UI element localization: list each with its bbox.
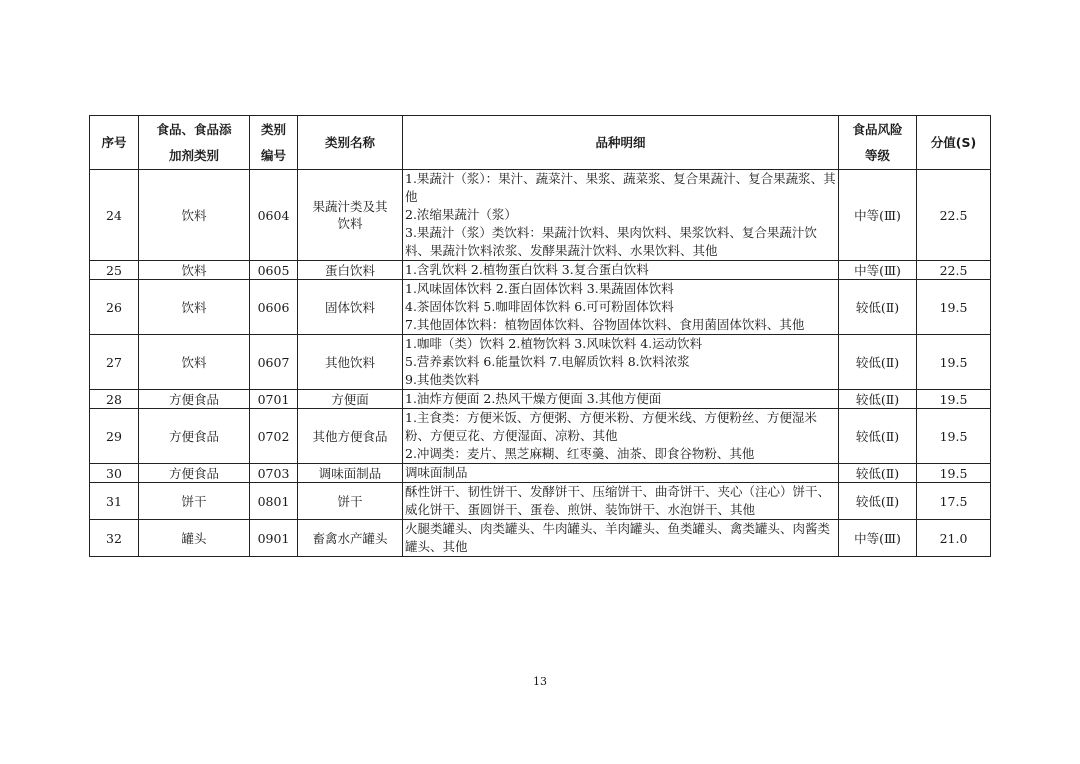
detail-line: 2.冲调类：麦片、黑芝麻糊、红枣羹、油茶、即食谷物粉、其他 (405, 446, 755, 461)
category-cell: 饼干 (139, 483, 250, 520)
table-row (90, 280, 991, 335)
score-cell: 21.0 (917, 520, 991, 557)
risk-level-cell: 较低(Ⅱ) (839, 483, 917, 520)
category-name-cell (298, 464, 403, 483)
category-cell: 罐头 (139, 520, 250, 557)
seq-cell: 26 (90, 280, 139, 335)
table-row (90, 170, 991, 261)
score-cell: 19.5 (917, 409, 991, 464)
risk-level-cell: 较低(Ⅱ) (839, 464, 917, 483)
detail-cell (403, 409, 839, 464)
category-name-cell (298, 520, 403, 557)
seq-cell: 29 (90, 409, 139, 464)
risk-level-cell: 较低(Ⅱ) (839, 390, 917, 409)
food-risk-table (89, 115, 991, 557)
risk-level-cell: 中等(Ⅲ) (839, 520, 917, 557)
category-name-cell (298, 261, 403, 280)
category-name-line: 果蔬汁类及其 (312, 199, 388, 214)
category-cell: 方便食品 (139, 390, 250, 409)
code-cell: 0901 (250, 520, 298, 557)
header-detail: 品种明细 (403, 116, 839, 170)
detail-cell (403, 483, 839, 520)
category-name-line: 饼干 (337, 493, 363, 509)
header-code-line1: 类别 (260, 121, 286, 137)
detail-line: 4.茶固体饮料 5.咖啡固体饮料 6.可可粉固体饮料 (405, 299, 674, 314)
table-row (90, 483, 991, 520)
detail-line: 酥性饼干、韧性饼干、发酵饼干、压缩饼干、曲奇饼干、夹心（注心）饼干、威化饼干、蛋圆饼干、蛋卷、煎饼、装饰饼干、水泡饼干、其他 (405, 484, 831, 517)
category-name-cell (298, 335, 403, 390)
table-row (90, 409, 991, 464)
seq-cell: 30 (90, 464, 139, 483)
score-cell: 22.5 (917, 261, 991, 280)
detail-line: 9.其他类饮料 (405, 372, 480, 387)
header-risk (839, 116, 917, 170)
score-cell: 19.5 (917, 390, 991, 409)
table-header (90, 116, 991, 170)
detail-line: 1.果蔬汁（浆）：果汁、蔬菜汁、果浆、蔬菜浆、复合果蔬汁、复合果蔬浆、其他 (405, 171, 836, 204)
header-risk-line1: 食品风险 (852, 121, 903, 137)
header-category-line2: 加剂类别 (168, 147, 219, 163)
code-cell: 0703 (250, 464, 298, 483)
header-risk-line2: 等级 (864, 147, 890, 163)
category-name-line: 饮料 (337, 216, 363, 231)
category-name-line: 畜禽水产罐头 (312, 530, 388, 546)
header-code (250, 116, 298, 170)
table-row (90, 464, 991, 483)
code-cell: 0801 (250, 483, 298, 520)
detail-cell (403, 261, 839, 280)
detail-cell (403, 280, 839, 335)
score-cell: 17.5 (917, 483, 991, 520)
score-cell: 19.5 (917, 280, 991, 335)
header-name: 类别名称 (298, 116, 403, 170)
detail-line: 1.咖啡（类）饮料 2.植物饮料 3.风味饮料 4.运动饮料 (405, 336, 703, 351)
header-row (90, 116, 991, 170)
detail-line: 调味面制品 (405, 465, 468, 480)
detail-line: 2.浓缩果蔬汁（浆） (405, 207, 517, 222)
category-name-cell (298, 170, 403, 261)
category-name-cell (298, 483, 403, 520)
detail-line: 5.营养素饮料 6.能量饮料 7.电解质饮料 8.饮料浓浆 (405, 354, 690, 369)
detail-line: 1.风味固体饮料 2.蛋白固体饮料 3.果蔬固体饮料 (405, 281, 674, 296)
category-cell: 方便食品 (139, 409, 250, 464)
table-row (90, 335, 991, 390)
code-cell: 0605 (250, 261, 298, 280)
seq-cell: 27 (90, 335, 139, 390)
category-name-line: 固体饮料 (324, 299, 375, 315)
detail-line: 火腿类罐头、肉类罐头、牛肉罐头、羊肉罐头、鱼类罐头、禽类罐头、肉酱类罐头、其他 (405, 521, 831, 554)
code-cell: 0701 (250, 390, 298, 409)
page-number: 13 (533, 675, 547, 688)
seq-cell: 31 (90, 483, 139, 520)
detail-cell (403, 520, 839, 557)
detail-cell (403, 170, 839, 261)
code-cell: 0702 (250, 409, 298, 464)
category-name-cell (298, 409, 403, 464)
detail-line: 1.油炸方便面 2.热风干燥方便面 3.其他方便面 (405, 391, 662, 406)
seq-cell: 24 (90, 170, 139, 261)
category-name-line: 调味面制品 (318, 465, 382, 481)
code-cell: 0604 (250, 170, 298, 261)
detail-cell (403, 335, 839, 390)
seq-cell: 28 (90, 390, 139, 409)
table-row (90, 261, 991, 280)
category-cell: 饮料 (139, 280, 250, 335)
category-cell: 饮料 (139, 261, 250, 280)
score-cell: 22.5 (917, 170, 991, 261)
risk-level-cell: 中等(Ⅲ) (839, 261, 917, 280)
detail-line: 1.主食类：方便米饭、方便粥、方便米粉、方便米线、方便粉丝、方便湿米粉、方便豆花、方便湿面、凉粉、其他 (405, 410, 817, 443)
detail-line: 1.含乳饮料 2.植物蛋白饮料 3.复合蛋白饮料 (405, 262, 649, 277)
category-cell: 饮料 (139, 170, 250, 261)
category-name-line: 其他方便食品 (312, 428, 388, 444)
risk-level-cell: 较低(Ⅱ) (839, 409, 917, 464)
seq-cell: 32 (90, 520, 139, 557)
category-cell: 饮料 (139, 335, 250, 390)
table-body (90, 170, 991, 557)
header-score: 分值(S) (917, 116, 991, 170)
code-cell: 0606 (250, 280, 298, 335)
category-name-line: 其他饮料 (324, 354, 375, 370)
category-name-cell (298, 280, 403, 335)
category-name-cell (298, 390, 403, 409)
risk-level-cell: 中等(Ⅲ) (839, 170, 917, 261)
score-cell: 19.5 (917, 464, 991, 483)
header-code-line2: 编号 (260, 147, 286, 163)
seq-cell: 25 (90, 261, 139, 280)
detail-line: 3.果蔬汁（浆）类饮料：果蔬汁饮料、果肉饮料、果浆饮料、复合果蔬汁饮料、果蔬汁饮料浓浆、发酵果蔬汁饮料、水果饮料、其他 (405, 225, 817, 258)
risk-level-cell: 较低(Ⅱ) (839, 335, 917, 390)
category-name-line: 蛋白饮料 (324, 262, 375, 278)
code-cell: 0607 (250, 335, 298, 390)
header-seq: 序号 (90, 116, 139, 170)
score-cell: 19.5 (917, 335, 991, 390)
header-category (139, 116, 250, 170)
header-category-line1: 食品、食品添 (156, 121, 232, 137)
detail-cell (403, 464, 839, 483)
detail-line: 7.其他固体饮料：植物固体饮料、谷物固体饮料、食用菌固体饮料、其他 (405, 317, 805, 332)
table-row (90, 390, 991, 409)
risk-level-cell: 较低(Ⅱ) (839, 280, 917, 335)
detail-cell (403, 390, 839, 409)
category-name-line: 方便面 (331, 391, 369, 407)
category-cell: 方便食品 (139, 464, 250, 483)
table-row (90, 520, 991, 557)
